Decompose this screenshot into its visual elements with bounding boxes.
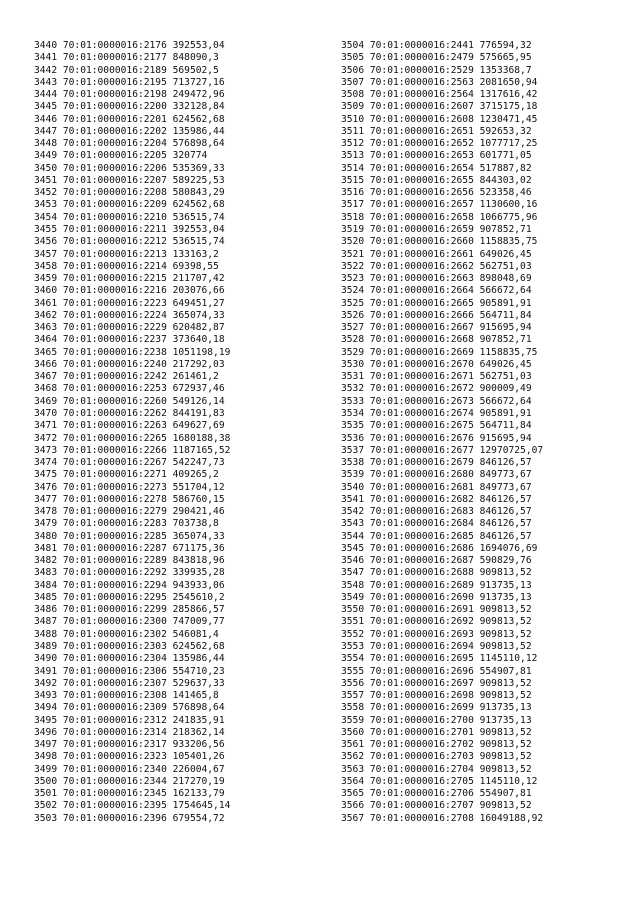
record-row: 3563 70:01:0000016:2704 909813,52	[341, 763, 532, 775]
record-row: 3475 70:01:0000016:2271 409265,2	[34, 469, 219, 481]
record-row: 3464 70:01:0000016:2237 373640,18	[34, 334, 225, 346]
record-row: 3523 70:01:0000016:2663 898048,69	[341, 273, 532, 285]
record-row: 3564 70:01:0000016:2705 1145110,12	[341, 775, 538, 787]
record-row: 3443 70:01:0000016:2195 713727,16	[34, 76, 225, 88]
record-row: 3497 70:01:0000016:2317 933206,56	[34, 739, 225, 751]
record-row: 3480 70:01:0000016:2285 365074,33	[34, 530, 225, 542]
record-row: 3565 70:01:0000016:2706 554907,81	[341, 788, 532, 800]
record-row: 3453 70:01:0000016:2209 624562,68	[34, 199, 225, 211]
record-row: 3537 70:01:0000016:2677 12970725,07	[341, 444, 544, 456]
record-row: 3543 70:01:0000016:2684 846126,57	[341, 518, 532, 530]
record-row: 3545 70:01:0000016:2686 1694076,69	[341, 542, 538, 554]
record-row: 3559 70:01:0000016:2700 913735,13	[341, 714, 532, 726]
record-row: 3508 70:01:0000016:2564 1317616,42	[341, 89, 538, 101]
record-row: 3470 70:01:0000016:2262 844191,83	[34, 407, 225, 419]
record-row: 3499 70:01:0000016:2340 226004,67	[34, 763, 225, 775]
record-row: 3566 70:01:0000016:2707 909813,52	[341, 800, 532, 812]
left-column	[34, 40, 230, 825]
record-row: 3558 70:01:0000016:2699 913735,13	[341, 702, 532, 714]
record-row: 3550 70:01:0000016:2691 909813,52	[341, 604, 532, 616]
record-row: 3557 70:01:0000016:2698 909813,52	[341, 690, 532, 702]
record-row: 3441 70:01:0000016:2177 848090,3	[34, 52, 219, 64]
record-row: 3478 70:01:0000016:2279 290421,46	[34, 506, 225, 518]
record-row: 3560 70:01:0000016:2701 909813,52	[341, 726, 532, 738]
record-row: 3491 70:01:0000016:2306 554710,23	[34, 665, 225, 677]
record-row: 3527 70:01:0000016:2667 915695,94	[341, 322, 532, 334]
record-row: 3495 70:01:0000016:2312 241835,91	[34, 714, 225, 726]
record-row: 3548 70:01:0000016:2689 913735,13	[341, 579, 532, 591]
record-row: 3503 70:01:0000016:2396 679554,72	[34, 812, 225, 824]
record-row: 3544 70:01:0000016:2685 846126,57	[341, 530, 532, 542]
record-row: 3471 70:01:0000016:2263 649627,69	[34, 420, 225, 432]
record-row: 3541 70:01:0000016:2682 846126,57	[341, 493, 532, 505]
record-row: 3567 70:01:0000016:2708 16049188,92	[341, 812, 544, 824]
record-row: 3454 70:01:0000016:2210 536515,74	[34, 211, 225, 223]
record-row: 3546 70:01:0000016:2687 590829,76	[341, 555, 532, 567]
record-row: 3468 70:01:0000016:2253 672937,46	[34, 383, 225, 395]
record-row: 3542 70:01:0000016:2683 846126,57	[341, 506, 532, 518]
record-row: 3484 70:01:0000016:2294 943933,06	[34, 579, 225, 591]
record-row: 3515 70:01:0000016:2655 844303,02	[341, 174, 532, 186]
record-row: 3494 70:01:0000016:2309 576898,64	[34, 702, 225, 714]
record-row: 3456 70:01:0000016:2212 536515,74	[34, 236, 225, 248]
record-row: 3481 70:01:0000016:2287 671175,36	[34, 542, 225, 554]
record-row: 3479 70:01:0000016:2283 703738,8	[34, 518, 219, 530]
record-row: 3516 70:01:0000016:2656 523358,46	[341, 187, 532, 199]
record-row: 3462 70:01:0000016:2224 365074,33	[34, 309, 225, 321]
record-row: 3530 70:01:0000016:2670 649026,45	[341, 358, 532, 370]
record-row: 3444 70:01:0000016:2198 249472,96	[34, 89, 225, 101]
record-row: 3442 70:01:0000016:2189 569502,5	[34, 64, 219, 76]
record-row: 3477 70:01:0000016:2278 586760,15	[34, 493, 225, 505]
record-row: 3490 70:01:0000016:2304 135986,44	[34, 653, 225, 665]
record-row: 3517 70:01:0000016:2657 1130600,16	[341, 199, 538, 211]
record-row: 3489 70:01:0000016:2303 624562,68	[34, 641, 225, 653]
record-row: 3504 70:01:0000016:2441 776594,32	[341, 40, 532, 51]
record-row: 3514 70:01:0000016:2654 517887,82	[341, 162, 532, 174]
record-row: 3547 70:01:0000016:2688 909813,52	[341, 567, 532, 579]
record-row: 3556 70:01:0000016:2697 909813,52	[341, 677, 532, 689]
record-row: 3486 70:01:0000016:2299 285866,57	[34, 604, 225, 616]
record-row: 3526 70:01:0000016:2666 564711,84	[341, 309, 532, 321]
record-row: 3474 70:01:0000016:2267 542247,73	[34, 457, 225, 469]
record-row: 3458 70:01:0000016:2214 69398,55	[34, 260, 219, 272]
record-row: 3524 70:01:0000016:2664 566672,64	[341, 285, 532, 297]
record-row: 3506 70:01:0000016:2529 1353368,7	[341, 64, 532, 76]
record-row: 3552 70:01:0000016:2693 909813,52	[341, 628, 532, 640]
record-row: 3534 70:01:0000016:2674 905891,91	[341, 407, 532, 419]
record-row: 3449 70:01:0000016:2205 320774	[34, 150, 208, 162]
record-row: 3455 70:01:0000016:2211 392553,04	[34, 223, 225, 235]
record-row: 3521 70:01:0000016:2661 649026,45	[341, 248, 532, 260]
record-row: 3525 70:01:0000016:2665 905891,91	[341, 297, 532, 309]
record-row: 3483 70:01:0000016:2292 339935,28	[34, 567, 225, 579]
record-row: 3445 70:01:0000016:2200 332128,84	[34, 101, 225, 113]
record-row: 3513 70:01:0000016:2653 601771,05	[341, 150, 532, 162]
record-row: 3485 70:01:0000016:2295 2545610,2	[34, 591, 225, 603]
record-row: 3555 70:01:0000016:2696 554907,81	[341, 665, 532, 677]
record-row: 3472 70:01:0000016:2265 1680188,38	[34, 432, 231, 444]
record-row: 3519 70:01:0000016:2659 907852,71	[341, 223, 532, 235]
record-row: 3536 70:01:0000016:2676 915695,94	[341, 432, 532, 444]
record-row: 3507 70:01:0000016:2563 2081650,94	[341, 76, 538, 88]
record-row: 3509 70:01:0000016:2607 3715175,18	[341, 101, 538, 113]
record-row: 3498 70:01:0000016:2323 105401,26	[34, 751, 225, 763]
record-row: 3496 70:01:0000016:2314 218362,14	[34, 726, 225, 738]
record-row: 3553 70:01:0000016:2694 909813,52	[341, 641, 532, 653]
record-row: 3531 70:01:0000016:2671 562751,03	[341, 371, 532, 383]
record-row: 3459 70:01:0000016:2215 211707,42	[34, 273, 225, 285]
record-row: 3492 70:01:0000016:2307 529637,33	[34, 677, 225, 689]
record-row: 3510 70:01:0000016:2608 1230471,45	[341, 113, 538, 125]
record-row: 3465 70:01:0000016:2238 1051198,19	[34, 346, 231, 358]
record-row: 3440 70:01:0000016:2176 392553,04	[34, 40, 225, 51]
record-row: 3528 70:01:0000016:2668 907852,71	[341, 334, 532, 346]
record-row: 3493 70:01:0000016:2308 141465,8	[34, 690, 219, 702]
record-row: 3482 70:01:0000016:2289 843818,96	[34, 555, 225, 567]
record-row: 3540 70:01:0000016:2681 849773,67	[341, 481, 532, 493]
record-row: 3446 70:01:0000016:2201 624562,68	[34, 113, 225, 125]
record-row: 3501 70:01:0000016:2345 162133,79	[34, 788, 225, 800]
record-row: 3461 70:01:0000016:2223 649451,27	[34, 297, 225, 309]
record-row: 3447 70:01:0000016:2202 135986,44	[34, 125, 225, 137]
record-row: 3529 70:01:0000016:2669 1158835,75	[341, 346, 538, 358]
record-row: 3512 70:01:0000016:2652 1077717,25	[341, 138, 538, 150]
record-row: 3463 70:01:0000016:2229 620482,87	[34, 322, 225, 334]
record-row: 3500 70:01:0000016:2344 217270,19	[34, 775, 225, 787]
record-row: 3520 70:01:0000016:2660 1158835,75	[341, 236, 538, 248]
record-row: 3549 70:01:0000016:2690 913735,13	[341, 591, 532, 603]
record-row: 3502 70:01:0000016:2395 1754645,14	[34, 800, 231, 812]
record-row: 3473 70:01:0000016:2266 1187165,52	[34, 444, 231, 456]
record-row: 3562 70:01:0000016:2703 909813,52	[341, 751, 532, 763]
record-row: 3488 70:01:0000016:2302 546081,4	[34, 628, 219, 640]
record-row: 3451 70:01:0000016:2207 589225,53	[34, 174, 225, 186]
record-row: 3452 70:01:0000016:2208 580843,29	[34, 187, 225, 199]
record-row: 3561 70:01:0000016:2702 909813,52	[341, 739, 532, 751]
record-row: 3554 70:01:0000016:2695 1145110,12	[341, 653, 538, 665]
record-row: 3467 70:01:0000016:2242 261461,2	[34, 371, 219, 383]
record-row: 3476 70:01:0000016:2273 551704,12	[34, 481, 225, 493]
record-row: 3539 70:01:0000016:2680 849773,67	[341, 469, 532, 481]
record-row: 3532 70:01:0000016:2672 900009,49	[341, 383, 532, 395]
record-row: 3448 70:01:0000016:2204 576898,64	[34, 138, 225, 150]
record-row: 3511 70:01:0000016:2651 592653,32	[341, 125, 532, 137]
record-row: 3518 70:01:0000016:2658 1066775,96	[341, 211, 538, 223]
record-row: 3450 70:01:0000016:2206 535369,33	[34, 162, 225, 174]
record-row: 3487 70:01:0000016:2300 747009,77	[34, 616, 225, 628]
record-row: 3466 70:01:0000016:2240 217292,03	[34, 358, 225, 370]
record-row: 3522 70:01:0000016:2662 562751,03	[341, 260, 532, 272]
record-row: 3460 70:01:0000016:2216 203076,66	[34, 285, 225, 297]
record-row: 3469 70:01:0000016:2260 549126,14	[34, 395, 225, 407]
record-row: 3535 70:01:0000016:2675 564711,84	[341, 420, 532, 432]
record-row: 3457 70:01:0000016:2213 133163,2	[34, 248, 219, 260]
record-row: 3533 70:01:0000016:2673 566672,64	[341, 395, 532, 407]
record-row: 3538 70:01:0000016:2679 846126,57	[341, 457, 532, 469]
record-row: 3505 70:01:0000016:2479 575665,95	[341, 52, 532, 64]
record-row: 3551 70:01:0000016:2692 909813,52	[341, 616, 532, 628]
right-column	[341, 40, 543, 825]
